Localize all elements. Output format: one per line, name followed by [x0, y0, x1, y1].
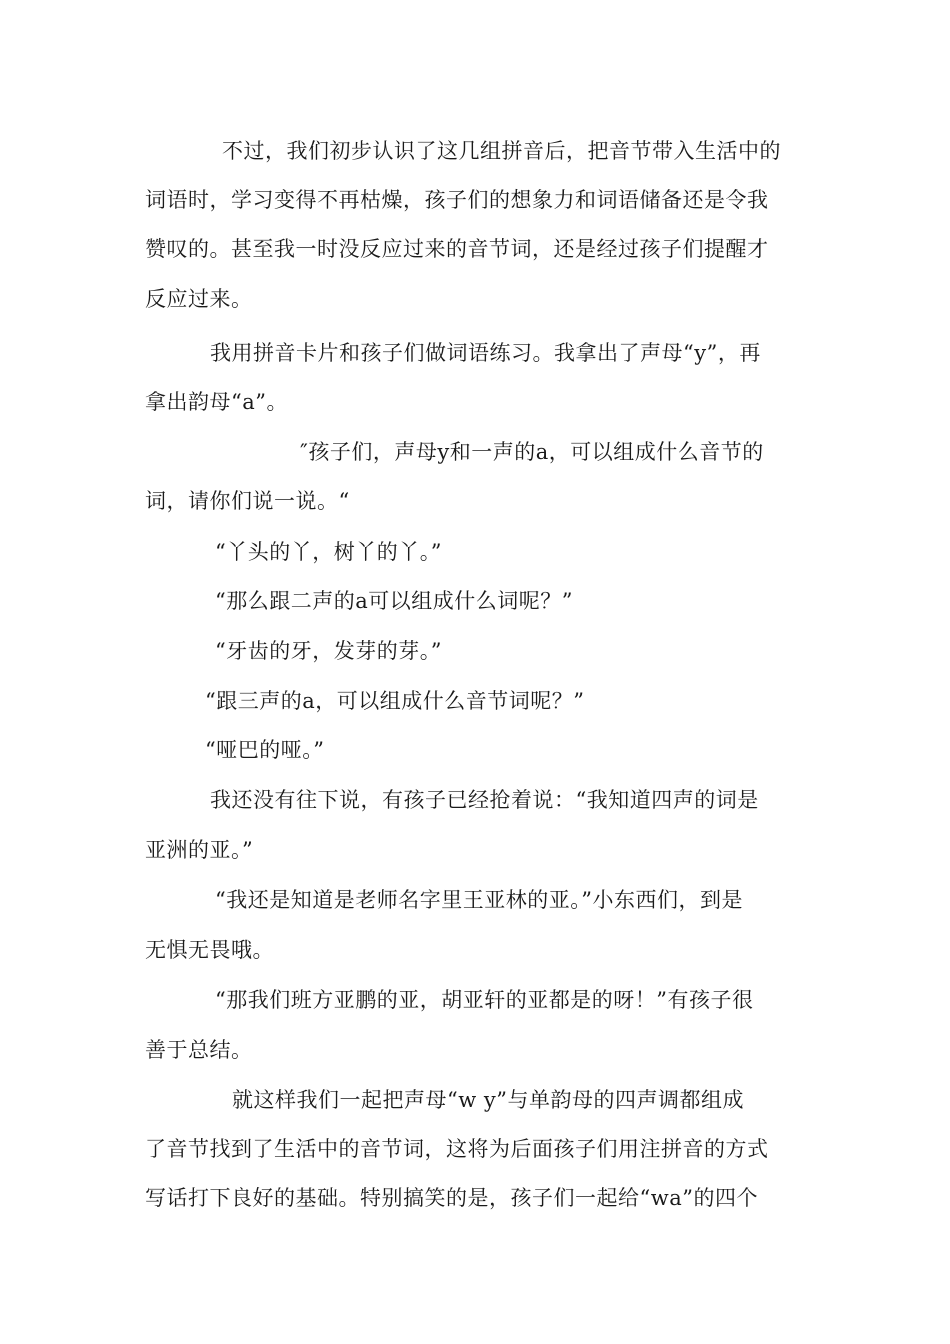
text-line: “那我们班方亚鹏的亚，胡亚轩的亚都是的呀！”有孩子很: [215, 988, 754, 1012]
text-line: 词，请你们说一说。“: [145, 489, 350, 513]
text-line: 反应过来。: [145, 287, 253, 311]
text-line: 我用拼音卡片和孩子们做词语练习。我拿出了声母“y”，再: [210, 341, 761, 365]
text-line: “牙齿的牙，发芽的芽。”: [215, 639, 442, 663]
text-line: 词语时，学习变得不再枯燥，孩子们的想象力和词语储备还是令我: [145, 188, 769, 212]
text-line: 亚洲的亚。”: [145, 838, 254, 862]
text-line: “那么跟二声的a可以组成什么词呢？”: [215, 589, 573, 613]
text-line: “我还是知道是老师名字里王亚林的亚。”小东西们，到是: [215, 888, 743, 912]
text-line: 善于总结。: [145, 1038, 253, 1062]
text-line: 就这样我们一起把声母“w y”与单韵母的四声调都组成: [232, 1088, 744, 1112]
text-line: “哑巴的哑。”: [205, 738, 325, 762]
text-line: “跟三声的a，可以组成什么音节词呢？”: [205, 689, 585, 713]
text-line: ″孩子们，声母y和一声的a，可以组成什么音节的: [300, 440, 764, 464]
text-line: 拿出韵母“a”。: [145, 390, 288, 414]
text-line: 不过，我们初步认识了这几组拼音后，把音节带入生活中的: [222, 139, 781, 163]
text-line: 我还没有往下说，有孩子已经抢着说：“我知道四声的词是: [210, 788, 759, 812]
text-line: 无惧无畏哦。: [145, 938, 274, 962]
text-line: “丫头的丫，树丫的丫。”: [215, 540, 442, 564]
text-line: 写话打下良好的基础。特别搞笑的是，孩子们一起给“wa”的四个: [145, 1186, 758, 1210]
text-line: 了音节找到了生活中的音节词，这将为后面孩子们用注拼音的方式: [145, 1137, 769, 1161]
text-line: 赞叹的。甚至我一时没反应过来的音节词，还是经过孩子们提醒才: [145, 237, 769, 261]
